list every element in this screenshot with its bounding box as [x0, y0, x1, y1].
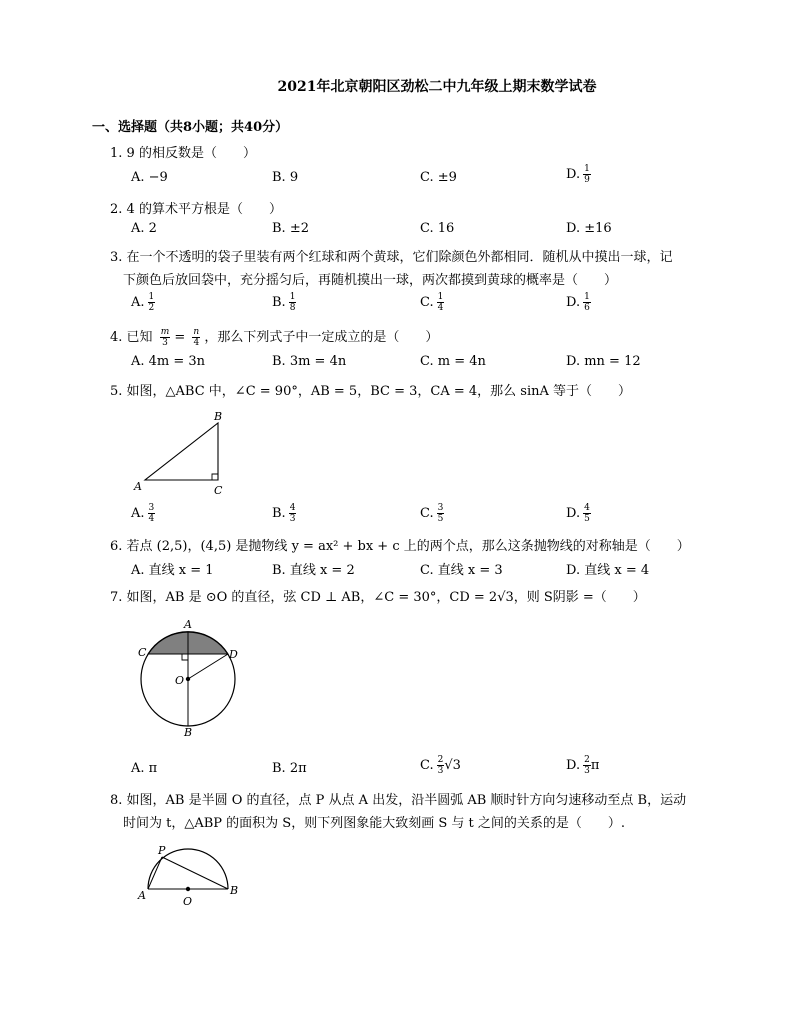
center-point: [186, 677, 190, 681]
fraction-denominator: 6: [584, 303, 590, 313]
question-1-stem: 1. 9 的相反数是（ ）: [110, 146, 256, 161]
fraction-denominator: 3: [162, 338, 168, 348]
fraction-denominator: 4: [437, 303, 444, 313]
q7-option-c-prefix: C.: [420, 758, 434, 773]
fraction-numerator: 1: [584, 292, 590, 302]
q4-stem-suffix: ，那么下列式子中一定成立的是（ ）: [204, 330, 439, 345]
q3-option-c-fraction: [437, 292, 445, 313]
fraction-numerator: 3: [437, 503, 444, 513]
q7-option-c-suffix: √3: [444, 758, 461, 773]
q8-semicircle-figure: [134, 842, 244, 910]
right-angle-mark: [212, 474, 218, 480]
q1-option-c[interactable]: C. ±9: [420, 170, 457, 185]
q3-option-d-fraction: [583, 292, 591, 313]
q5-option-d-prefix: D.: [566, 506, 581, 521]
label-o: O: [175, 674, 185, 687]
q3-option-c[interactable]: [420, 292, 444, 313]
label-a: A: [184, 618, 192, 631]
q5-option-d[interactable]: [566, 503, 591, 524]
q4-option-a[interactable]: A. 4m = 3n: [131, 354, 206, 369]
q7-option-b[interactable]: B. 2π: [272, 761, 307, 776]
fraction-denominator: 2: [148, 303, 155, 313]
q6-option-d[interactable]: D. 直线 x = 4: [566, 563, 650, 578]
fraction-denominator: 3: [289, 514, 296, 524]
q4-stem-prefix: 4. 已知: [110, 330, 153, 345]
label-b: B: [230, 884, 239, 897]
q1-option-a[interactable]: A. −9: [131, 170, 168, 185]
q6-option-c[interactable]: C. 直线 x = 3: [420, 563, 503, 578]
q4-fraction-m-over-3: [160, 327, 171, 348]
q5-option-c-fraction: [437, 503, 445, 524]
q5-option-a-fraction: [148, 503, 156, 524]
question-3-line-1: 3. 在一个不透明的袋子里装有两个红球和两个黄球，它们除颜色外都相同．随机从中摸出一球，记: [110, 250, 673, 265]
q2-option-a[interactable]: A. 2: [131, 221, 157, 236]
label-c: C: [214, 484, 223, 497]
q3-option-b-prefix: B.: [272, 295, 286, 310]
q5-triangle-figure: [130, 408, 230, 498]
fraction-numerator: 2: [437, 755, 444, 765]
triangle-abc: [145, 423, 218, 480]
q7-option-a[interactable]: A. π: [131, 761, 158, 776]
q7-option-d-fraction: [583, 755, 591, 776]
section-heading: 一、选择题（共8小题；共40分）: [92, 120, 289, 135]
fraction-denominator: 9: [584, 175, 590, 185]
label-b: B: [214, 410, 223, 423]
fraction-numerator: 3: [148, 503, 155, 513]
q5-option-a-prefix: A.: [131, 506, 145, 521]
q6-option-a[interactable]: A. 直线 x = 1: [131, 563, 214, 578]
equals-sign: =: [174, 330, 186, 345]
fraction-denominator: 5: [437, 514, 444, 524]
label-d: D: [229, 648, 238, 661]
fraction-numerator: 1: [584, 164, 590, 174]
q4-option-c[interactable]: C. m = 4n: [420, 354, 486, 369]
right-angle-mark: [182, 654, 188, 660]
fraction-denominator: 4: [193, 338, 200, 348]
label-a: A: [138, 889, 146, 902]
q7-circle-figure: [134, 614, 254, 738]
q7-option-d-suffix: π: [590, 758, 600, 773]
q5-option-c-prefix: C.: [420, 506, 434, 521]
variable-n: n: [193, 327, 200, 337]
q3-option-d[interactable]: [566, 292, 591, 313]
segment-ap: [148, 857, 162, 889]
variable-m: m: [160, 327, 170, 337]
label-b: B: [184, 726, 193, 738]
q4-fraction-n-over-4: [192, 327, 200, 348]
q7-option-d[interactable]: [566, 755, 599, 776]
label-c: C: [138, 646, 147, 659]
fraction-numerator: 1: [437, 292, 444, 302]
q5-option-a[interactable]: [131, 503, 155, 524]
q1-option-d-prefix: D.: [566, 167, 581, 182]
label-a: A: [134, 480, 142, 493]
question-6-stem: 6. 若点 (2,5)，(4,5) 是抛物线 y = ax² + bx + c 上的两个点，那么这条抛物线的对称轴是（ ）: [110, 539, 690, 554]
q7-option-c[interactable]: [420, 755, 461, 776]
q3-option-d-prefix: D.: [566, 295, 581, 310]
fraction-numerator: 1: [289, 292, 296, 302]
q5-option-b-prefix: B.: [272, 506, 286, 521]
q4-option-d[interactable]: D. mn = 12: [566, 354, 641, 369]
q2-option-b[interactable]: B. ±2: [272, 221, 309, 236]
q3-option-a-prefix: A.: [131, 295, 145, 310]
question-2-stem: 2. 4 的算术平方根是（ ）: [110, 202, 282, 217]
q5-option-d-fraction: [583, 503, 591, 524]
fraction-denominator: 5: [584, 514, 590, 524]
fraction-numerator: [160, 327, 171, 338]
q3-option-b[interactable]: [272, 292, 296, 313]
q7-option-d-prefix: D.: [566, 758, 581, 773]
q6-option-b[interactable]: B. 直线 x = 2: [272, 563, 355, 578]
radius-od: [188, 654, 228, 679]
fraction-numerator: 1: [148, 292, 155, 302]
q2-option-c[interactable]: C. 16: [420, 221, 455, 236]
q4-option-b[interactable]: B. 3m = 4n: [272, 354, 347, 369]
question-8-line-2: 时间为 t，△ABP 的面积为 S，则下列图象能大致刻画 S 与 t 之间的关系的是（ ）.: [123, 816, 626, 831]
question-7-stem: 7. 如图，AB 是 ⊙O 的直径，弦 CD ⊥ AB，∠C = 30°，CD = 2√3，则 S阴影 =（ ）: [110, 590, 646, 605]
page-title: 2021年北京朝阳区劲松二中九年级上期末数学试卷: [277, 79, 597, 95]
label-p: P: [158, 844, 166, 857]
fraction-denominator: 8: [289, 303, 296, 313]
fraction-denominator: 3: [437, 766, 444, 776]
fraction-numerator: 4: [289, 503, 296, 513]
q1-option-b[interactable]: B. 9: [272, 170, 299, 185]
q1-option-d[interactable]: [566, 164, 591, 185]
q5-option-b-fraction: [289, 503, 297, 524]
label-o: O: [183, 895, 193, 908]
q1-option-d-fraction: [583, 164, 591, 185]
q3-option-a[interactable]: [131, 292, 155, 313]
fraction-numerator: [192, 327, 200, 338]
q3-option-a-fraction: [148, 292, 156, 313]
q3-option-c-prefix: C.: [420, 295, 434, 310]
question-4-stem: [110, 326, 438, 348]
q2-option-d[interactable]: D. ±16: [566, 221, 612, 236]
q5-option-c[interactable]: [420, 503, 444, 524]
fraction-denominator: 3: [584, 766, 590, 776]
question-8-line-1: 8. 如图，AB 是半圆 O 的直径，点 P 从点 A 出发，沿半圆弧 AB 顺时针方向匀速移动至点 B，运动: [110, 793, 687, 808]
q5-option-b[interactable]: [272, 503, 296, 524]
center-point: [186, 887, 190, 891]
fraction-numerator: 2: [584, 755, 590, 765]
fraction-numerator: 4: [584, 503, 590, 513]
question-5-stem: 5. 如图，△ABC 中，∠C = 90°，AB = 5，BC = 3，CA = 4，那么 sinA 等于（ ）: [110, 384, 631, 399]
question-3-line-2: 下颜色后放回袋中，充分摇匀后，再随机摸出一球，两次都摸到黄球的概率是（ ）: [123, 273, 618, 288]
fraction-denominator: 4: [148, 514, 155, 524]
q3-option-b-fraction: [289, 292, 297, 313]
